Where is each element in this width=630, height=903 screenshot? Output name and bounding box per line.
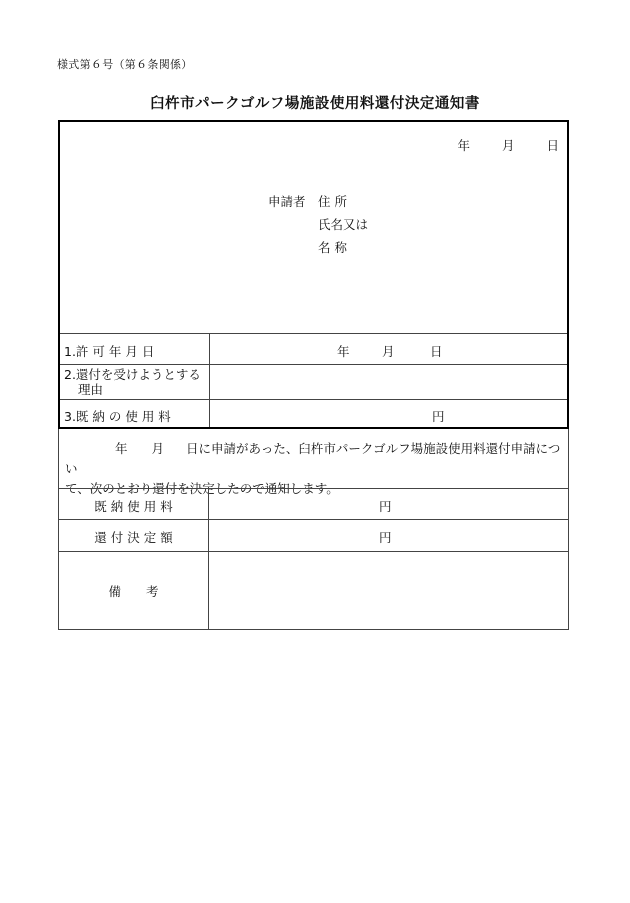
permit-year: 年 [337, 344, 350, 359]
refund-amount-label: 還 付 決 定 額 [94, 530, 173, 545]
refund-amount-unit: 円 [379, 530, 392, 545]
date-year: 年 [457, 138, 471, 153]
document-title: 臼杵市パークゴルフ場施設使用料還付決定通知書 [150, 96, 480, 112]
permit-date-label: 1.許 可 年 月 日 [64, 344, 155, 359]
remarks-row [59, 551, 568, 630]
permit-day: 日 [430, 344, 443, 359]
paid-fee-label: 3.既 納 の 使 用 料 [64, 409, 171, 424]
notice-text: 年 月 日に申請があった、臼杵市パークゴルフ場施設使用料還付申請につい て、次のとおり還付を決定したので通知します。 [65, 441, 561, 496]
remarks-label: 備 考 [108, 584, 159, 599]
name-label-2: 名 称 [318, 240, 347, 255]
paid-fee-unit: 円 [432, 409, 445, 424]
name-label: 氏名又は [318, 217, 369, 232]
permit-month: 月 [382, 344, 395, 359]
refund-reason-label: 2.還付を受けようとする 理由 [64, 367, 201, 397]
refund-amount-row [59, 519, 568, 552]
paid-fee-result-row [59, 488, 568, 520]
applicant-label: 申請者 [268, 194, 306, 209]
applicant-block [268, 190, 368, 259]
notice-date [458, 136, 559, 154]
date-day: 日 [546, 138, 559, 153]
date-month: 月 [502, 138, 515, 153]
paid-fee-result-label: 既 納 使 用 料 [94, 499, 173, 514]
refund-reason-row [60, 364, 567, 400]
address-label: 住 所 [318, 194, 347, 209]
form-number: 様式第６号（第６条関係） [57, 58, 193, 71]
decision-section [58, 429, 569, 630]
paid-fee-row [60, 399, 567, 430]
paid-fee-result-unit: 円 [379, 499, 392, 514]
permit-date-row [60, 333, 567, 365]
application-section [58, 120, 569, 429]
